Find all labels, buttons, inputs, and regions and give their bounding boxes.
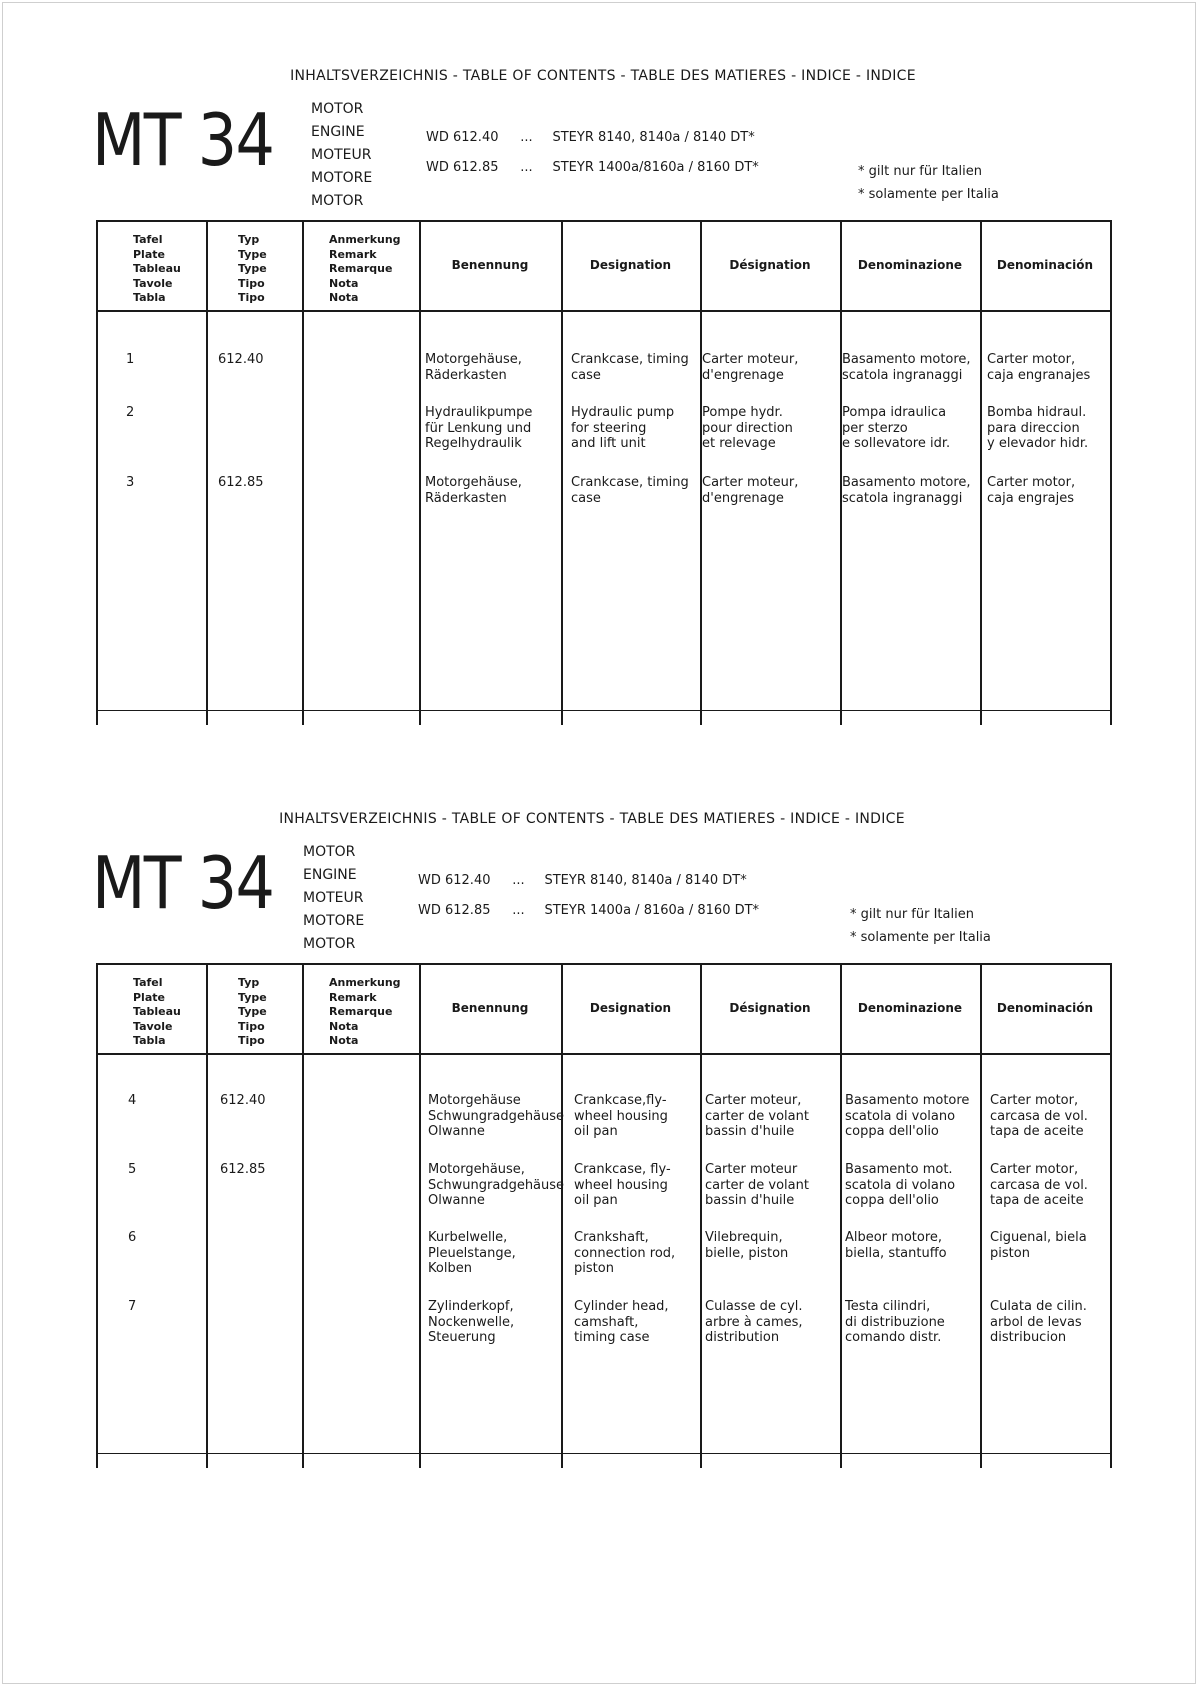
cell-en: Cylinder head, camshaft, timing case [574,1299,669,1345]
cell-en: Crankcase, fly- wheel housing oil pan [574,1162,671,1208]
header-line: Type [238,247,267,261]
column-rule [1110,963,1112,1468]
cell-en: Crankcase,fly- wheel housing oil pan [574,1093,668,1139]
engine-name-de: MOTOR [303,844,356,860]
footnote: * solamente per Italia [850,930,991,945]
header-anmerkung [329,976,401,1049]
header-line: Tafel [133,976,163,989]
header-line: Tipo [238,291,265,305]
cell-es: Bomba hidraul. para direccion y elevador hidr. [987,405,1089,451]
footnotes [850,903,991,949]
header-line: Tableau [133,1005,181,1019]
header-line: Tableau [133,262,181,276]
column-rule [96,963,98,1468]
model-line [418,903,759,918]
cell-es: Carter motor, carcasa de vol. tapa de aceite [990,1162,1088,1208]
cell-it: Testa cilindri, di distribuzione comando distr. [845,1299,945,1345]
engine-name-it: MOTORE [303,913,365,929]
header-line: Anmerkung [329,233,401,246]
cell-de: Motorgehäuse Schwungradgehäuse Olwanne [428,1093,565,1139]
column-rule [206,220,208,725]
header-line: Typ [238,233,260,246]
model-wd: WD 612.40 [426,130,499,145]
header-line: Nota [329,1019,359,1033]
model-line [418,873,747,888]
engine-name-en: ENGINE [311,124,365,140]
cell-tafel: 1 [126,352,135,367]
toc-section-2 [0,743,1200,1483]
cell-fr: Carter moteur carter de volant bassin d'huile [705,1162,809,1208]
engine-names [303,841,364,956]
toc-section-1 [0,0,1200,740]
header-line: Tafel [133,233,163,246]
header-line: Remarque [329,1005,393,1019]
header-line: Remark [329,247,377,261]
column-rule [302,220,304,725]
header-line: Tipo [238,1034,265,1048]
table-rule [96,220,1112,222]
cell-it: Basamento motore scatola di volano coppa dell'olio [845,1093,970,1139]
header-line: Nota [329,276,359,290]
header-benennung: Benennung [451,1001,529,1015]
table-rule [96,1453,1112,1454]
header-anmerkung [329,233,401,306]
footnotes [858,160,999,206]
engine-name-it: MOTORE [311,170,373,186]
engine-name-es: MOTOR [311,193,364,209]
cell-de: Kurbelwelle, Pleuelstange, Kolben [428,1230,516,1276]
header-tafel [133,976,181,1049]
header-denominazione: Denominazione [857,1001,963,1015]
model-dots: ... [520,160,533,175]
header-line: Tabla [133,1034,166,1048]
header-designation-fr: Désignation [729,1001,811,1015]
header-line: Remarque [329,262,393,276]
header-line: Remark [329,990,377,1004]
column-rule [840,220,842,725]
column-rule [419,220,421,725]
header-designation-en: Designation [589,1001,672,1015]
table-rule [96,963,1112,965]
engine-name-fr: MOTEUR [303,890,364,906]
cell-de: Motorgehäuse, Schwungradgehäuse Olwanne [428,1162,565,1208]
cell-it: Basamento mot. scatola di volano coppa dell'olio [845,1162,956,1208]
column-rule [561,220,563,725]
cell-tafel: 3 [126,475,135,490]
header-line: Nota [329,291,359,305]
column-rule [206,963,208,1468]
engine-names [311,98,372,213]
column-rule [302,963,304,1468]
header-typ [238,976,267,1049]
header-line: Tavole [133,276,173,290]
cell-typ: 612.85 [218,475,264,490]
cell-typ: 612.85 [220,1162,266,1177]
cell-it: Albeor motore, biella, stantuffo [845,1230,947,1261]
cell-fr: Vilebrequin, bielle, piston [705,1230,789,1261]
model-dots: ... [512,903,525,918]
column-rule [1110,220,1112,725]
header-line: Type [238,262,267,276]
cell-de: Motorgehäuse, Räderkasten [425,352,522,383]
cell-en: Crankcase, timing case [571,475,689,506]
cell-fr: Culasse de cyl. arbre à cames, distribution [705,1299,803,1345]
footnote: * gilt nur für Italien [850,907,974,922]
cell-es: Carter motor, caja engranajes [987,352,1091,383]
column-rule [700,220,702,725]
cell-tafel: 6 [128,1230,137,1245]
table-rule [96,310,1112,312]
cell-fr: Carter moteur, carter de volant bassin d'huile [705,1093,809,1139]
cell-es: Ciguenal, biela piston [990,1230,1087,1261]
engine-name-en: ENGINE [303,867,357,883]
model-steyr: STEYR 8140, 8140a / 8140 DT* [544,873,747,888]
cell-es: Culata de cilin. arbol de levas distribucion [990,1299,1087,1345]
header-tafel [133,233,181,306]
header-designation-fr: Désignation [729,258,811,272]
mt-label: MT 34 [92,841,274,925]
cell-es: Carter motor, caja engrajes [987,475,1076,506]
footnote: * solamente per Italia [858,187,999,202]
header-designation-en: Designation [589,258,672,272]
header-line: Anmerkung [329,976,401,989]
cell-en: Crankshaft, connection rod, piston [574,1230,676,1276]
model-dots: ... [520,130,533,145]
header-denominazione: Denominazione [857,258,963,272]
cell-fr: Carter moteur, d'engrenage [702,475,799,506]
table-rule [96,710,1112,711]
header-line: Tavole [133,1019,173,1033]
column-rule [700,963,702,1468]
cell-de: Hydraulikpumpe für Lenkung und Regelhydraulik [425,405,533,451]
header-line: Tipo [238,276,265,290]
column-rule [419,963,421,1468]
engine-name-es: MOTOR [303,936,356,952]
contents-table [96,963,1112,1468]
cell-it: Pompa idraulica per sterzo e sollevatore idr. [842,405,951,451]
header-line: Plate [133,247,165,261]
column-rule [840,963,842,1468]
model-steyr: STEYR 8140, 8140a / 8140 DT* [552,130,755,145]
column-rule [561,963,563,1468]
cell-de: Zylinderkopf, Nockenwelle, Steuerung [428,1299,515,1345]
header-denominacion: Denominación [996,1001,1094,1015]
model-line [426,160,759,175]
column-rule [980,963,982,1468]
header-line: Tipo [238,1019,265,1033]
cell-en: Crankcase, timing case [571,352,689,383]
cell-tafel: 4 [128,1093,137,1108]
model-wd: WD 612.85 [426,160,499,175]
column-rule [980,220,982,725]
header-benennung: Benennung [451,258,529,272]
engine-name-fr: MOTEUR [311,147,372,163]
header-line: Nota [329,1034,359,1048]
cell-typ: 612.40 [220,1093,266,1108]
model-wd: WD 612.85 [418,903,491,918]
mt-label: MT 34 [92,98,274,182]
cell-tafel: 2 [126,405,135,420]
cell-fr: Pompe hydr. pour direction et relevage [702,405,793,451]
toc-title: INHALTSVERZEICHNIS - TABLE OF CONTENTS - TABLE DES MATIERES - INDICE - INDICE [290,68,916,84]
column-rule [96,220,98,725]
contents-table [96,220,1112,725]
toc-title: INHALTSVERZEICHNIS - TABLE OF CONTENTS - TABLE DES MATIERES - INDICE - INDICE [279,811,905,827]
header-line: Tabla [133,291,166,305]
model-steyr: STEYR 1400a / 8160a / 8160 DT* [544,903,760,918]
model-dots: ... [512,873,525,888]
table-rule [96,1053,1112,1055]
cell-fr: Carter moteur, d'engrenage [702,352,799,383]
model-wd: WD 612.40 [418,873,491,888]
cell-de: Motorgehäuse, Räderkasten [425,475,522,506]
cell-it: Basamento motore, scatola ingranaggi [842,352,971,383]
cell-tafel: 7 [128,1299,137,1314]
cell-tafel: 5 [128,1162,137,1177]
cell-en: Hydraulic pump for steering and lift unit [571,405,675,451]
model-line [426,130,755,145]
cell-it: Basamento motore, scatola ingranaggi [842,475,971,506]
header-line: Type [238,1005,267,1019]
cell-typ: 612.40 [218,352,264,367]
engine-name-de: MOTOR [311,101,364,117]
header-line: Type [238,990,267,1004]
header-line: Plate [133,990,165,1004]
footnote: * gilt nur für Italien [858,164,982,179]
header-typ [238,233,267,306]
model-steyr: STEYR 1400a/8160a / 8160 DT* [552,160,759,175]
header-denominacion: Denominación [996,258,1094,272]
cell-es: Carter motor, carcasa de vol. tapa de aceite [990,1093,1088,1139]
header-line: Typ [238,976,260,989]
